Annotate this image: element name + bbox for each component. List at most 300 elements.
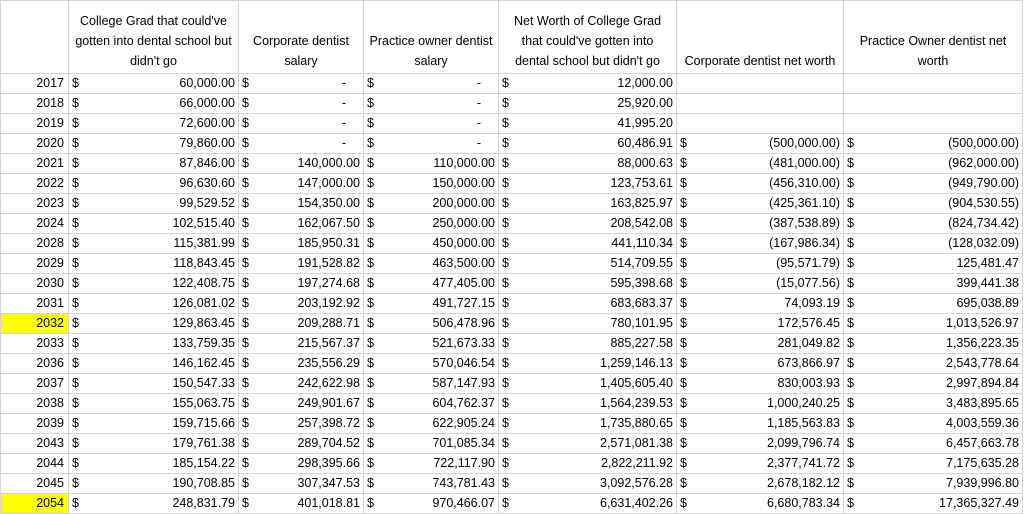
value-cell[interactable] <box>677 474 844 494</box>
value-cell[interactable] <box>69 494 239 514</box>
currency-symbol: $ <box>367 456 374 470</box>
value-cell[interactable] <box>239 494 364 514</box>
currency-symbol: $ <box>502 156 509 170</box>
value-cell[interactable] <box>499 474 677 494</box>
cell-value: 2,377,741.72 <box>767 456 840 470</box>
value-cell[interactable] <box>499 294 677 314</box>
currency-symbol: $ <box>847 356 854 370</box>
cell-value: 250,000.00 <box>432 216 495 230</box>
year-cell[interactable]: 2036 <box>1 354 69 374</box>
value-cell[interactable] <box>364 454 499 474</box>
year-cell[interactable]: 2039 <box>1 414 69 434</box>
value-cell[interactable] <box>364 334 499 354</box>
value-cell[interactable] <box>677 234 844 254</box>
value-cell[interactable] <box>499 394 677 414</box>
cell-value: 2,997,894.84 <box>946 376 1019 390</box>
value-cell[interactable] <box>844 154 1023 174</box>
value-cell[interactable] <box>677 214 844 234</box>
value-cell[interactable] <box>499 154 677 174</box>
value-cell[interactable] <box>499 354 677 374</box>
value-cell[interactable] <box>364 374 499 394</box>
value-cell[interactable] <box>239 134 364 154</box>
year-cell[interactable]: 2017 <box>1 74 69 94</box>
value-cell[interactable] <box>364 274 499 294</box>
table-row <box>1 394 1023 414</box>
cell-value: 249,901.67 <box>297 396 360 410</box>
year-cell[interactable]: 2037 <box>1 374 69 394</box>
table-row <box>1 294 1023 314</box>
value-cell[interactable] <box>239 94 364 114</box>
cell-value: 514,709.55 <box>610 256 673 270</box>
value-cell[interactable] <box>844 274 1023 294</box>
header-year[interactable] <box>1 1 69 74</box>
value-cell[interactable] <box>69 454 239 474</box>
currency-symbol: $ <box>72 256 79 270</box>
header-college-grad-salary[interactable]: College Grad that could've gotten into dental school but didn't go <box>69 1 239 74</box>
currency-symbol: $ <box>367 196 374 210</box>
value-cell[interactable] <box>239 114 364 134</box>
currency-symbol: $ <box>72 96 79 110</box>
value-cell[interactable] <box>239 234 364 254</box>
currency-symbol: $ <box>242 356 249 370</box>
value-cell[interactable] <box>69 334 239 354</box>
value-cell[interactable] <box>499 274 677 294</box>
value-cell[interactable] <box>69 274 239 294</box>
cell-value: 780,101.95 <box>610 316 673 330</box>
value-cell[interactable] <box>239 294 364 314</box>
value-cell[interactable] <box>677 294 844 314</box>
currency-symbol: $ <box>367 156 374 170</box>
cell-value: 281,049.82 <box>777 336 840 350</box>
value-cell[interactable] <box>677 274 844 294</box>
currency-symbol: $ <box>72 136 79 150</box>
currency-symbol: $ <box>680 436 687 450</box>
currency-symbol: $ <box>680 356 687 370</box>
cell-value: - <box>341 136 346 150</box>
table-row <box>1 234 1023 254</box>
value-cell[interactable] <box>69 194 239 214</box>
value-cell[interactable] <box>499 234 677 254</box>
value-cell[interactable] <box>677 454 844 474</box>
cell-value: 12,000.00 <box>617 76 673 90</box>
cell-value: 683,683.37 <box>610 296 673 310</box>
cell-value: 242,622.98 <box>297 376 360 390</box>
year-cell[interactable]: 2029 <box>1 254 69 274</box>
currency-symbol: $ <box>367 496 374 510</box>
value-cell[interactable] <box>677 74 844 94</box>
value-cell[interactable] <box>844 234 1023 254</box>
value-cell[interactable] <box>677 174 844 194</box>
cell-value: 2,099,796.74 <box>767 436 840 450</box>
value-cell[interactable] <box>364 494 499 514</box>
value-cell[interactable] <box>239 434 364 454</box>
cell-value: 595,398.68 <box>610 276 673 290</box>
cell-value: 695,038.89 <box>956 296 1019 310</box>
value-cell[interactable] <box>499 94 677 114</box>
cell-value: 129,863.45 <box>172 316 235 330</box>
value-cell[interactable] <box>239 194 364 214</box>
value-cell[interactable] <box>677 414 844 434</box>
cell-value: 3,092,576.28 <box>600 476 673 490</box>
value-cell[interactable] <box>844 114 1023 134</box>
value-cell[interactable] <box>844 174 1023 194</box>
currency-symbol: $ <box>72 496 79 510</box>
table-row <box>1 154 1023 174</box>
year-cell[interactable]: 2043 <box>1 434 69 454</box>
value-cell[interactable] <box>69 414 239 434</box>
table-row <box>1 254 1023 274</box>
currency-symbol: $ <box>847 276 854 290</box>
cell-value: 185,154.22 <box>172 456 235 470</box>
value-cell[interactable] <box>677 334 844 354</box>
value-cell[interactable] <box>677 194 844 214</box>
currency-symbol: $ <box>367 436 374 450</box>
currency-symbol: $ <box>502 416 509 430</box>
year-cell[interactable]: 2032 <box>1 314 69 334</box>
header-practice-owner-net-worth[interactable]: Practice Owner dentist net worth <box>844 1 1023 74</box>
value-cell[interactable] <box>69 134 239 154</box>
year-cell[interactable]: 2018 <box>1 94 69 114</box>
value-cell[interactable] <box>499 494 677 514</box>
value-cell[interactable] <box>844 194 1023 214</box>
value-cell[interactable] <box>69 374 239 394</box>
value-cell[interactable] <box>499 194 677 214</box>
value-cell[interactable] <box>239 154 364 174</box>
value-cell[interactable] <box>844 334 1023 354</box>
table-row <box>1 274 1023 294</box>
value-cell[interactable] <box>499 334 677 354</box>
header-practice-owner-salary[interactable]: Practice owner dentist salary <box>364 1 499 74</box>
currency-symbol: $ <box>680 236 687 250</box>
value-cell[interactable] <box>239 374 364 394</box>
currency-symbol: $ <box>72 356 79 370</box>
value-cell[interactable] <box>239 394 364 414</box>
value-cell[interactable] <box>239 214 364 234</box>
currency-symbol: $ <box>847 196 854 210</box>
table-row <box>1 314 1023 334</box>
value-cell[interactable] <box>677 354 844 374</box>
value-cell[interactable] <box>69 474 239 494</box>
header-college-grad-net-worth[interactable]: Net Worth of College Grad that could've gotten into dental school but didn't go <box>499 1 677 74</box>
table-row <box>1 74 1023 94</box>
value-cell[interactable] <box>364 414 499 434</box>
value-cell[interactable] <box>499 74 677 94</box>
value-cell[interactable] <box>499 214 677 234</box>
value-cell[interactable] <box>364 314 499 334</box>
cell-value: 79,860.00 <box>179 136 235 150</box>
currency-symbol: $ <box>680 256 687 270</box>
year-cell[interactable]: 2044 <box>1 454 69 474</box>
value-cell[interactable] <box>499 414 677 434</box>
currency-symbol: $ <box>680 416 687 430</box>
value-cell[interactable] <box>69 314 239 334</box>
currency-symbol: $ <box>72 396 79 410</box>
currency-symbol: $ <box>680 216 687 230</box>
value-cell[interactable] <box>69 254 239 274</box>
currency-symbol: $ <box>367 376 374 390</box>
value-cell[interactable] <box>69 74 239 94</box>
cell-value: 6,457,663.78 <box>946 436 1019 450</box>
cell-value: 172,576.45 <box>777 316 840 330</box>
currency-symbol: $ <box>502 396 509 410</box>
currency-symbol: $ <box>242 176 249 190</box>
currency-symbol: $ <box>367 136 374 150</box>
value-cell[interactable] <box>499 374 677 394</box>
currency-symbol: $ <box>680 476 687 490</box>
currency-symbol: $ <box>72 116 79 130</box>
value-cell[interactable] <box>364 394 499 414</box>
value-cell[interactable] <box>239 474 364 494</box>
year-cell[interactable]: 2038 <box>1 394 69 414</box>
currency-symbol: $ <box>367 216 374 230</box>
value-cell[interactable] <box>69 94 239 114</box>
currency-symbol: $ <box>680 336 687 350</box>
cell-value: 133,759.35 <box>172 336 235 350</box>
year-cell[interactable]: 2031 <box>1 294 69 314</box>
value-cell[interactable] <box>844 94 1023 114</box>
value-cell[interactable] <box>677 154 844 174</box>
currency-symbol: $ <box>367 356 374 370</box>
value-cell[interactable] <box>499 134 677 154</box>
value-cell[interactable] <box>844 414 1023 434</box>
value-cell[interactable] <box>844 314 1023 334</box>
value-cell[interactable] <box>677 134 844 154</box>
table-row <box>1 94 1023 114</box>
year-cell[interactable]: 2045 <box>1 474 69 494</box>
cell-value: 506,478.96 <box>432 316 495 330</box>
cell-value: 401,018.81 <box>297 496 360 510</box>
currency-symbol: $ <box>242 156 249 170</box>
currency-symbol: $ <box>72 456 79 470</box>
value-cell[interactable] <box>69 154 239 174</box>
value-cell[interactable] <box>69 294 239 314</box>
cell-value: (15,077.56) <box>776 276 840 290</box>
value-cell[interactable] <box>844 74 1023 94</box>
cell-value: 441,110.34 <box>611 236 673 250</box>
value-cell[interactable] <box>677 374 844 394</box>
year-cell[interactable]: 2054 <box>1 494 69 514</box>
value-cell[interactable] <box>844 374 1023 394</box>
year-cell[interactable]: 2033 <box>1 334 69 354</box>
cell-value: (481,000.00) <box>769 156 840 170</box>
currency-symbol: $ <box>680 496 687 510</box>
value-cell[interactable] <box>364 114 499 134</box>
value-cell[interactable] <box>677 434 844 454</box>
currency-symbol: $ <box>242 416 249 430</box>
year-cell[interactable]: 2024 <box>1 214 69 234</box>
cell-value: - <box>476 76 481 90</box>
cell-value: 257,398.72 <box>297 416 360 430</box>
year-cell[interactable]: 2022 <box>1 174 69 194</box>
cell-value: 743,781.43 <box>432 476 495 490</box>
year-cell[interactable]: 2021 <box>1 154 69 174</box>
cell-value: (387,538.89) <box>769 216 840 230</box>
cell-value: 118,843.45 <box>173 256 235 270</box>
value-cell[interactable] <box>239 414 364 434</box>
value-cell[interactable] <box>844 494 1023 514</box>
currency-symbol: $ <box>242 116 249 130</box>
currency-symbol: $ <box>72 196 79 210</box>
currency-symbol: $ <box>680 456 687 470</box>
currency-symbol: $ <box>367 236 374 250</box>
cell-value: 163,825.97 <box>610 196 673 210</box>
value-cell[interactable] <box>364 234 499 254</box>
currency-symbol: $ <box>680 156 687 170</box>
cell-value: 491,727.15 <box>432 296 495 310</box>
value-cell[interactable] <box>844 214 1023 234</box>
cell-value: 298,395.66 <box>297 456 360 470</box>
currency-symbol: $ <box>242 296 249 310</box>
currency-symbol: $ <box>242 396 249 410</box>
year-cell[interactable]: 2019 <box>1 114 69 134</box>
cell-value: 4,003,559.36 <box>946 416 1019 430</box>
currency-symbol: $ <box>367 416 374 430</box>
currency-symbol: $ <box>680 396 687 410</box>
value-cell[interactable] <box>364 294 499 314</box>
currency-symbol: $ <box>502 236 509 250</box>
value-cell[interactable] <box>844 134 1023 154</box>
value-cell[interactable] <box>239 454 364 474</box>
value-cell[interactable] <box>677 94 844 114</box>
value-cell[interactable] <box>69 114 239 134</box>
year-cell[interactable]: 2028 <box>1 234 69 254</box>
cell-value: 722,117.90 <box>433 456 495 470</box>
cell-value: 3,483,895.65 <box>946 396 1019 410</box>
value-cell[interactable] <box>239 74 364 94</box>
value-cell[interactable] <box>844 394 1023 414</box>
currency-symbol: $ <box>502 256 509 270</box>
value-cell[interactable] <box>364 214 499 234</box>
value-cell[interactable] <box>364 254 499 274</box>
cell-value: 604,762.37 <box>432 396 495 410</box>
cell-value: - <box>476 96 481 110</box>
cell-value: 248,831.79 <box>172 496 235 510</box>
cell-value: 179,761.38 <box>172 436 235 450</box>
value-cell[interactable] <box>364 474 499 494</box>
cell-value: 191,528.82 <box>297 256 360 270</box>
currency-symbol: $ <box>367 336 374 350</box>
value-cell[interactable] <box>364 134 499 154</box>
currency-symbol: $ <box>367 296 374 310</box>
value-cell[interactable] <box>677 494 844 514</box>
value-cell[interactable] <box>239 174 364 194</box>
value-cell[interactable] <box>364 434 499 454</box>
currency-symbol: $ <box>242 376 249 390</box>
currency-symbol: $ <box>242 276 249 290</box>
year-cell[interactable]: 2020 <box>1 134 69 154</box>
value-cell[interactable] <box>499 174 677 194</box>
cell-value: 125,481.47 <box>956 256 1019 270</box>
value-cell[interactable] <box>364 74 499 94</box>
value-cell[interactable] <box>677 254 844 274</box>
cell-value: - <box>341 96 346 110</box>
value-cell[interactable] <box>499 114 677 134</box>
currency-symbol: $ <box>502 276 509 290</box>
value-cell[interactable] <box>677 114 844 134</box>
value-cell[interactable] <box>844 294 1023 314</box>
value-cell[interactable] <box>364 194 499 214</box>
currency-symbol: $ <box>502 316 509 330</box>
cell-value: 155,063.75 <box>172 396 235 410</box>
value-cell[interactable] <box>69 354 239 374</box>
cell-value: 2,678,182.12 <box>767 476 840 490</box>
currency-symbol: $ <box>242 136 249 150</box>
value-cell[interactable] <box>677 394 844 414</box>
cell-value: 215,567.37 <box>297 336 360 350</box>
currency-symbol: $ <box>242 76 249 90</box>
cell-value: 970,466.07 <box>432 496 495 510</box>
cell-value: 150,547.33 <box>172 376 235 390</box>
currency-symbol: $ <box>680 176 687 190</box>
currency-symbol: $ <box>502 116 509 130</box>
currency-symbol: $ <box>72 416 79 430</box>
value-cell[interactable] <box>844 254 1023 274</box>
currency-symbol: $ <box>847 336 854 350</box>
value-cell[interactable] <box>364 354 499 374</box>
cell-value: 6,680,783.34 <box>767 496 840 510</box>
value-cell[interactable] <box>239 254 364 274</box>
currency-symbol: $ <box>502 196 509 210</box>
value-cell[interactable] <box>69 434 239 454</box>
cell-value: 203,192.92 <box>297 296 360 310</box>
value-cell[interactable] <box>69 214 239 234</box>
value-cell[interactable] <box>844 434 1023 454</box>
currency-symbol: $ <box>680 376 687 390</box>
table-row <box>1 454 1023 474</box>
currency-symbol: $ <box>367 276 374 290</box>
table-row <box>1 134 1023 154</box>
currency-symbol: $ <box>680 296 687 310</box>
value-cell[interactable] <box>69 394 239 414</box>
cell-value: (128,032.09) <box>948 236 1019 250</box>
currency-symbol: $ <box>847 216 854 230</box>
value-cell[interactable] <box>239 334 364 354</box>
value-cell[interactable] <box>844 354 1023 374</box>
value-cell[interactable] <box>69 234 239 254</box>
year-cell[interactable]: 2023 <box>1 194 69 214</box>
cell-value: 6,631,402.26 <box>600 496 673 510</box>
value-cell[interactable] <box>499 314 677 334</box>
table-row <box>1 114 1023 134</box>
value-cell[interactable] <box>844 454 1023 474</box>
value-cell[interactable] <box>499 454 677 474</box>
value-cell[interactable] <box>364 94 499 114</box>
currency-symbol: $ <box>367 116 374 130</box>
value-cell[interactable] <box>69 174 239 194</box>
value-cell[interactable] <box>844 474 1023 494</box>
cell-value: 209,288.71 <box>297 316 360 330</box>
currency-symbol: $ <box>242 196 249 210</box>
value-cell[interactable] <box>364 174 499 194</box>
cell-value: 289,704.52 <box>297 436 360 450</box>
value-cell[interactable] <box>239 274 364 294</box>
cell-value: (904,530.55) <box>948 196 1019 210</box>
year-cell[interactable]: 2030 <box>1 274 69 294</box>
cell-value: 74,093.19 <box>784 296 840 310</box>
currency-symbol: $ <box>242 216 249 230</box>
value-cell[interactable] <box>677 314 844 334</box>
value-cell[interactable] <box>239 314 364 334</box>
value-cell[interactable] <box>364 154 499 174</box>
value-cell[interactable] <box>499 254 677 274</box>
cell-value: 66,000.00 <box>179 96 235 110</box>
value-cell[interactable] <box>239 354 364 374</box>
header-corporate-dentist-net-worth[interactable]: Corporate dentist net worth <box>677 1 844 74</box>
table-body <box>1 74 1023 514</box>
value-cell[interactable] <box>499 434 677 454</box>
cell-value: 1,735,880.65 <box>600 416 673 430</box>
header-corporate-dentist-salary[interactable]: Corporate dentist salary <box>239 1 364 74</box>
